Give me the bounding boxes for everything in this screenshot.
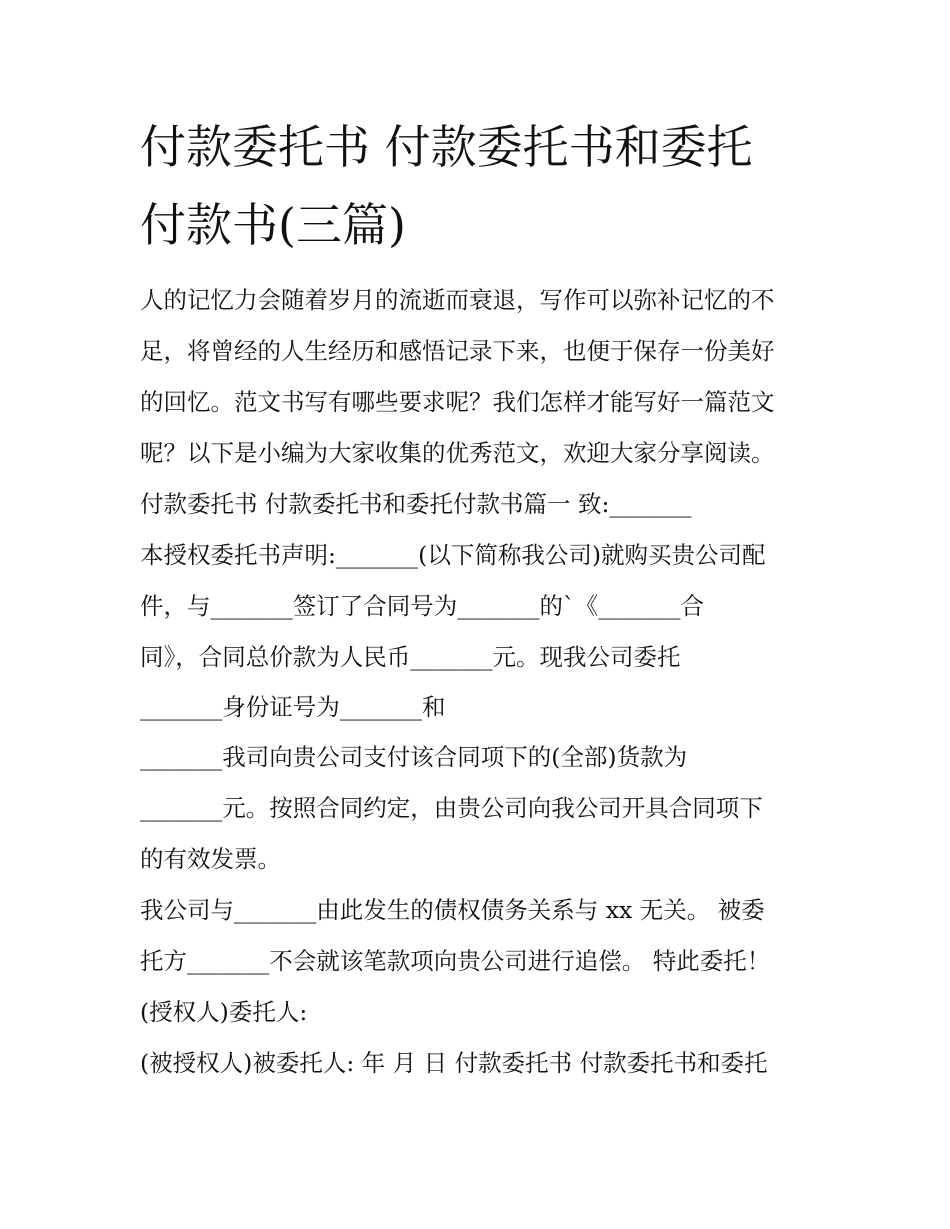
body-line: 的回忆。范文书写有哪些要求呢？我们怎样才能写好一篇范文 — [140, 388, 775, 416]
body-line: 人的记忆力会随着岁月的流逝而衰退，写作可以弥补记忆的不 — [140, 286, 775, 314]
body-line: 同》，合同总价款为人民币_______元。现我公司委托 — [140, 643, 681, 671]
body-line: (授权人)委托人: — [140, 998, 308, 1026]
body-line: 的有效发票。 — [140, 845, 281, 873]
body-line: 件，与_______签订了合同号为_______的`《_______合 — [140, 592, 704, 620]
body-line: _______元。按照合同约定，由贵公司向我公司开具合同项下 — [140, 794, 763, 822]
body-line: 呢？以下是小编为大家收集的优秀范文，欢迎大家分享阅读。 — [140, 439, 775, 467]
body-line: 托方_______不会就该笔款项向贵公司进行追偿。 特此委托！ — [140, 947, 771, 975]
body-line: _______身份证号为_______和 — [140, 693, 446, 721]
body-line: 本授权委托书声明:_______(以下简称我公司)就购买贵公司配 — [140, 541, 766, 569]
body-line: 我公司与_______由此发生的债权债务关系与 xx 无关。 被委 — [140, 896, 765, 924]
body-line: (被授权人)被委托人: 年 月 日 付款委托书 付款委托书和委托 — [140, 1049, 768, 1077]
document-title-line-1: 付款委托书 付款委托书和委托 — [140, 120, 753, 174]
document-title-line-2: 付款书(三篇) — [140, 198, 406, 252]
body-line: 足，将曾经的人生经历和感悟记录下来，也便于保存一份美好 — [140, 337, 775, 365]
body-line: _______我司向贵公司支付该合同项下的(全部)货款为 — [140, 743, 688, 771]
body-line: 付款委托书 付款委托书和委托付款书篇一 致:_______ — [140, 490, 692, 518]
